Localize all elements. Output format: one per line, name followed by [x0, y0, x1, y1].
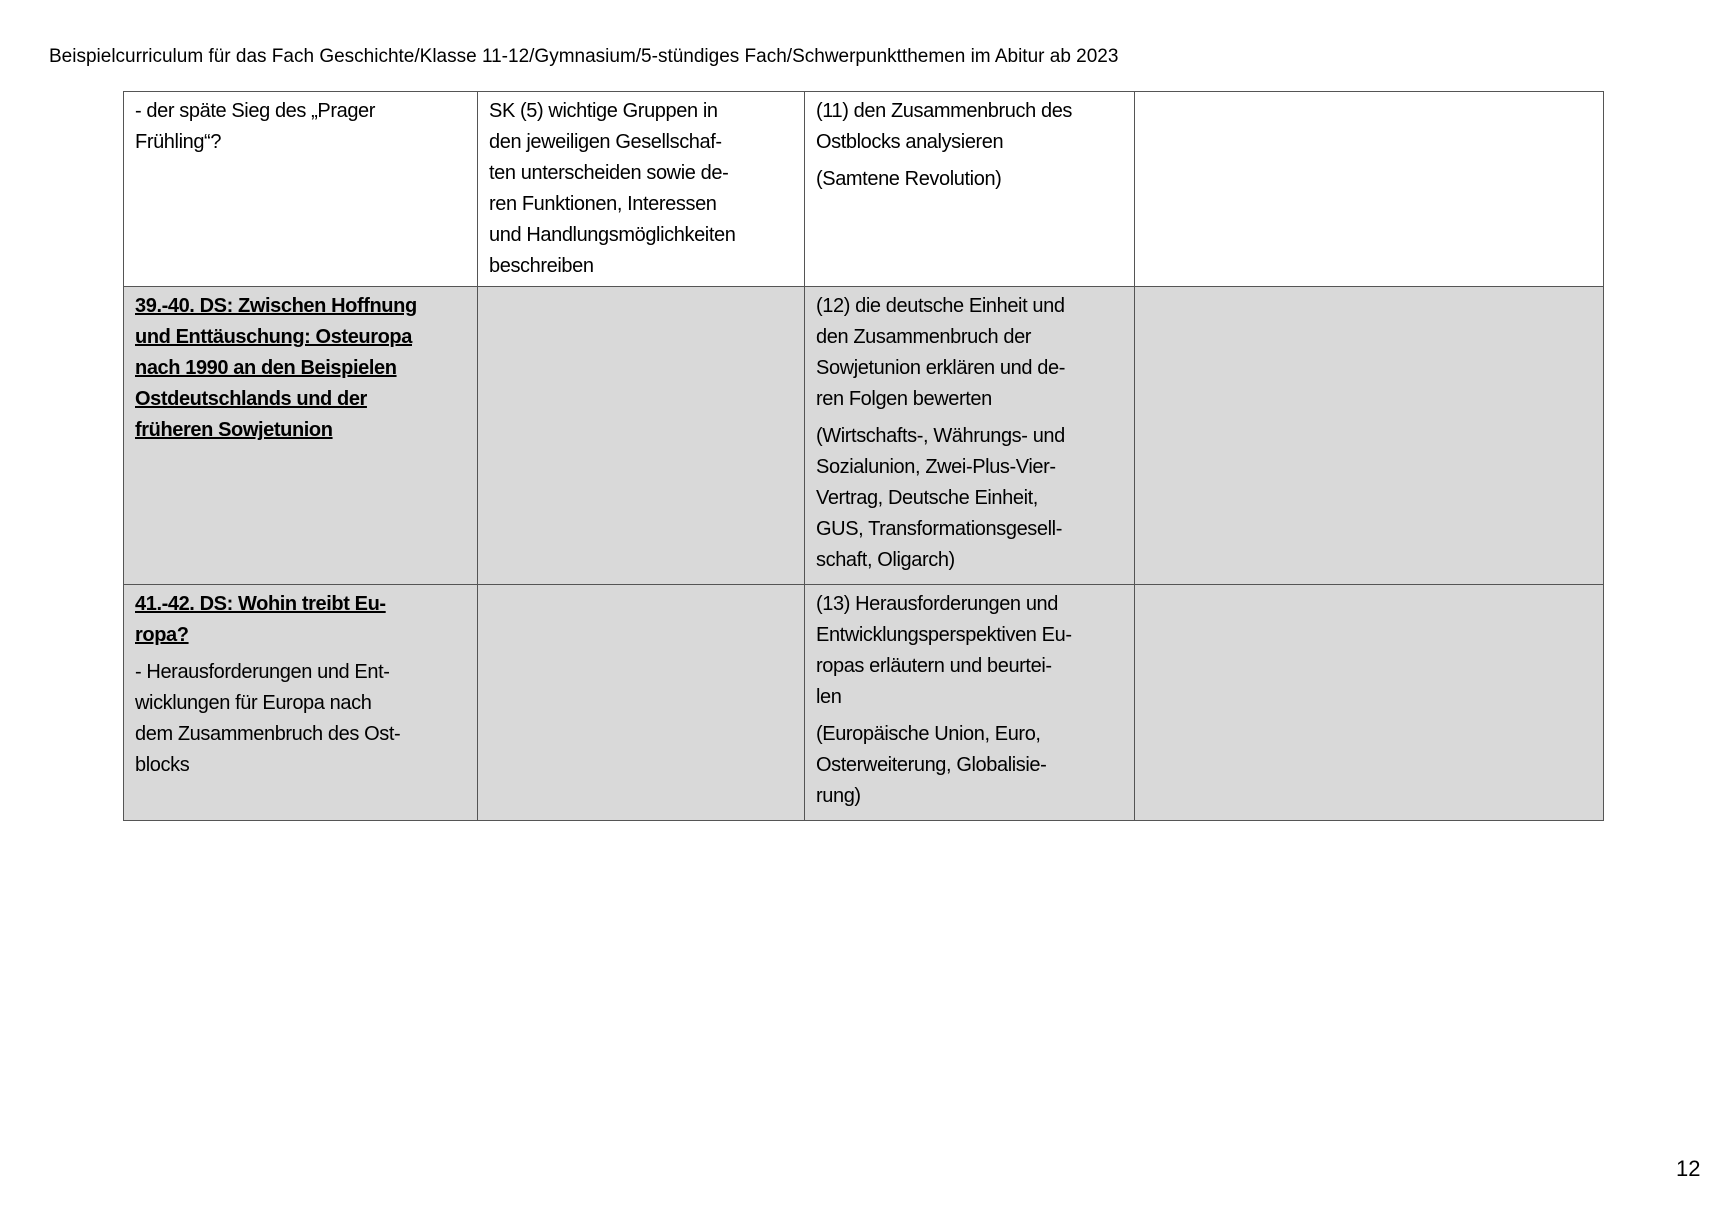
content-terms	[816, 421, 1124, 576]
text-line: (11) den Zusammenbruch des	[816, 100, 1073, 122]
text-line: Sozialunion, Zwei-Plus-Vier-	[816, 456, 1056, 478]
content-goal	[816, 96, 1124, 158]
text-line: 41.-42. DS: Wohin treibt Eu-	[135, 593, 386, 615]
content-cell	[805, 585, 1135, 821]
text-line: ren Folgen bewerten	[816, 388, 992, 410]
text-line: schaft, Oligarch)	[816, 549, 955, 571]
table-row	[124, 287, 1604, 585]
text-line: rung)	[816, 785, 861, 807]
text-line: Ostdeutschlands und der	[135, 388, 367, 410]
text-line: (12) die deutsche Einheit und	[816, 295, 1065, 317]
text-line: Entwicklungsperspektiven Eu-	[816, 624, 1072, 646]
topic-title	[135, 589, 467, 651]
text-line: len	[816, 686, 842, 708]
text-line: den Zusammenbruch der	[816, 326, 1032, 348]
notes-cell	[1135, 287, 1604, 585]
content-cell	[805, 92, 1135, 287]
text-line: (Samtene Revolution)	[816, 168, 1002, 190]
text-line: blocks	[135, 754, 190, 776]
content-goal	[816, 291, 1124, 415]
curriculum-table	[123, 91, 1604, 821]
text-line: Sowjetunion erklären und de-	[816, 357, 1065, 379]
text-line: wicklungen für Europa nach	[135, 692, 372, 714]
content-cell	[805, 287, 1135, 585]
text-line: Ostblocks analysieren	[816, 131, 1004, 153]
text-line: - Herausforderungen und Ent-	[135, 661, 390, 683]
text-line: ren Funktionen, Interessen	[489, 193, 717, 215]
text-line: dem Zusammenbruch des Ost-	[135, 723, 401, 745]
text-line: Osterweiterung, Globalisie-	[816, 754, 1047, 776]
text-line: (Europäische Union, Euro,	[816, 723, 1041, 745]
competence-cell	[478, 585, 805, 821]
text-line: ropas erläutern und beurtei-	[816, 655, 1052, 677]
topic-cell	[124, 92, 478, 287]
text-line: SK (5) wichtige Gruppen in	[489, 100, 718, 122]
text-line: früheren Sowjetunion	[135, 419, 333, 441]
notes-cell	[1135, 92, 1604, 287]
text-line: - der späte Sieg des „Prager	[135, 100, 376, 122]
document-header: Beispielcurriculum für das Fach Geschichte/Klasse 11-12/Gymnasium/5-stündiges Fach/Schwerpunktthemen im Abitur ab 2023	[49, 46, 1119, 67]
topic-description	[135, 96, 467, 158]
text-line: 39.-40. DS: Zwischen Hoffnung	[135, 295, 417, 317]
competence-cell	[478, 92, 805, 287]
table-row	[124, 92, 1604, 287]
content-terms	[816, 164, 1124, 195]
notes-cell	[1135, 585, 1604, 821]
content-goal	[816, 589, 1124, 713]
content-terms	[816, 719, 1124, 812]
table-row	[124, 585, 1604, 821]
text-line: GUS, Transformationsgesell-	[816, 518, 1062, 540]
competence-cell	[478, 287, 805, 585]
competence-text	[489, 96, 794, 282]
text-line: nach 1990 an den Beispielen	[135, 357, 397, 379]
text-line: und Enttäuschung: Osteuropa	[135, 326, 412, 348]
text-line: (Wirtschafts-, Währungs- und	[816, 425, 1065, 447]
topic-cell	[124, 287, 478, 585]
page-number: 12	[1676, 1156, 1701, 1181]
text-line: und Handlungsmöglichkeiten	[489, 224, 736, 246]
text-line: beschreiben	[489, 255, 594, 277]
text-line: den jeweiligen Gesellschaf-	[489, 131, 722, 153]
text-line: Vertrag, Deutsche Einheit,	[816, 487, 1038, 509]
topic-title	[135, 291, 467, 446]
text-line: ten unterscheiden sowie de-	[489, 162, 729, 184]
topic-cell	[124, 585, 478, 821]
text-line: (13) Herausforderungen und	[816, 593, 1058, 615]
text-line: ropa?	[135, 624, 189, 646]
topic-description	[135, 657, 467, 781]
text-line: Frühling“?	[135, 131, 222, 153]
